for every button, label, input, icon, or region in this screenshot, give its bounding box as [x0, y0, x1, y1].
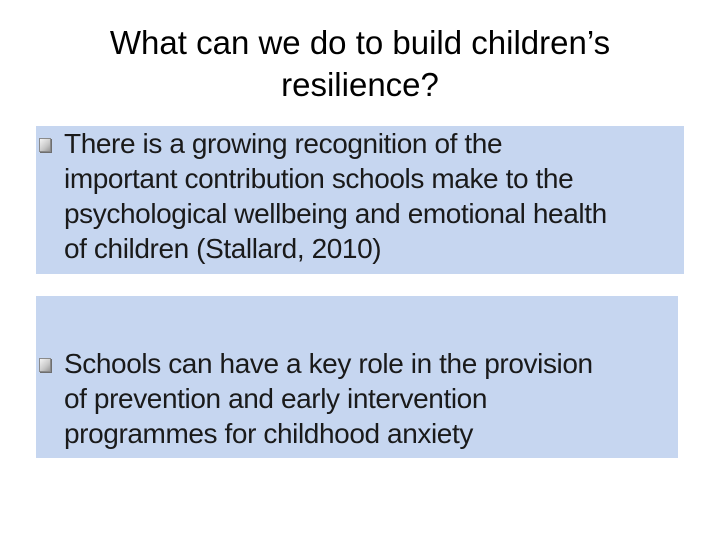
bullet-text-line: There is a growing recognition of the	[64, 128, 503, 159]
bullet-item	[36, 346, 678, 451]
bullet-box-1	[36, 126, 684, 274]
bullet-text-line: psychological wellbeing and emotional health	[64, 198, 607, 229]
bullet-text-line: Schools can have a key role in the provision	[64, 348, 593, 379]
bullet-item	[36, 126, 684, 266]
bullet-text-line: of prevention and early intervention	[64, 383, 487, 414]
bullet-text-line: of children (Stallard, 2010)	[64, 233, 382, 264]
slide-title: What can we do to build children’s resilience?	[109, 24, 611, 103]
square-bullet-icon	[39, 358, 51, 372]
bullet-box-2	[36, 296, 678, 458]
square-bullet-icon	[39, 138, 51, 152]
bullet-text-line: important contribution schools make to the	[64, 163, 574, 194]
bullet-text-line: programmes for childhood anxiety	[64, 418, 473, 449]
